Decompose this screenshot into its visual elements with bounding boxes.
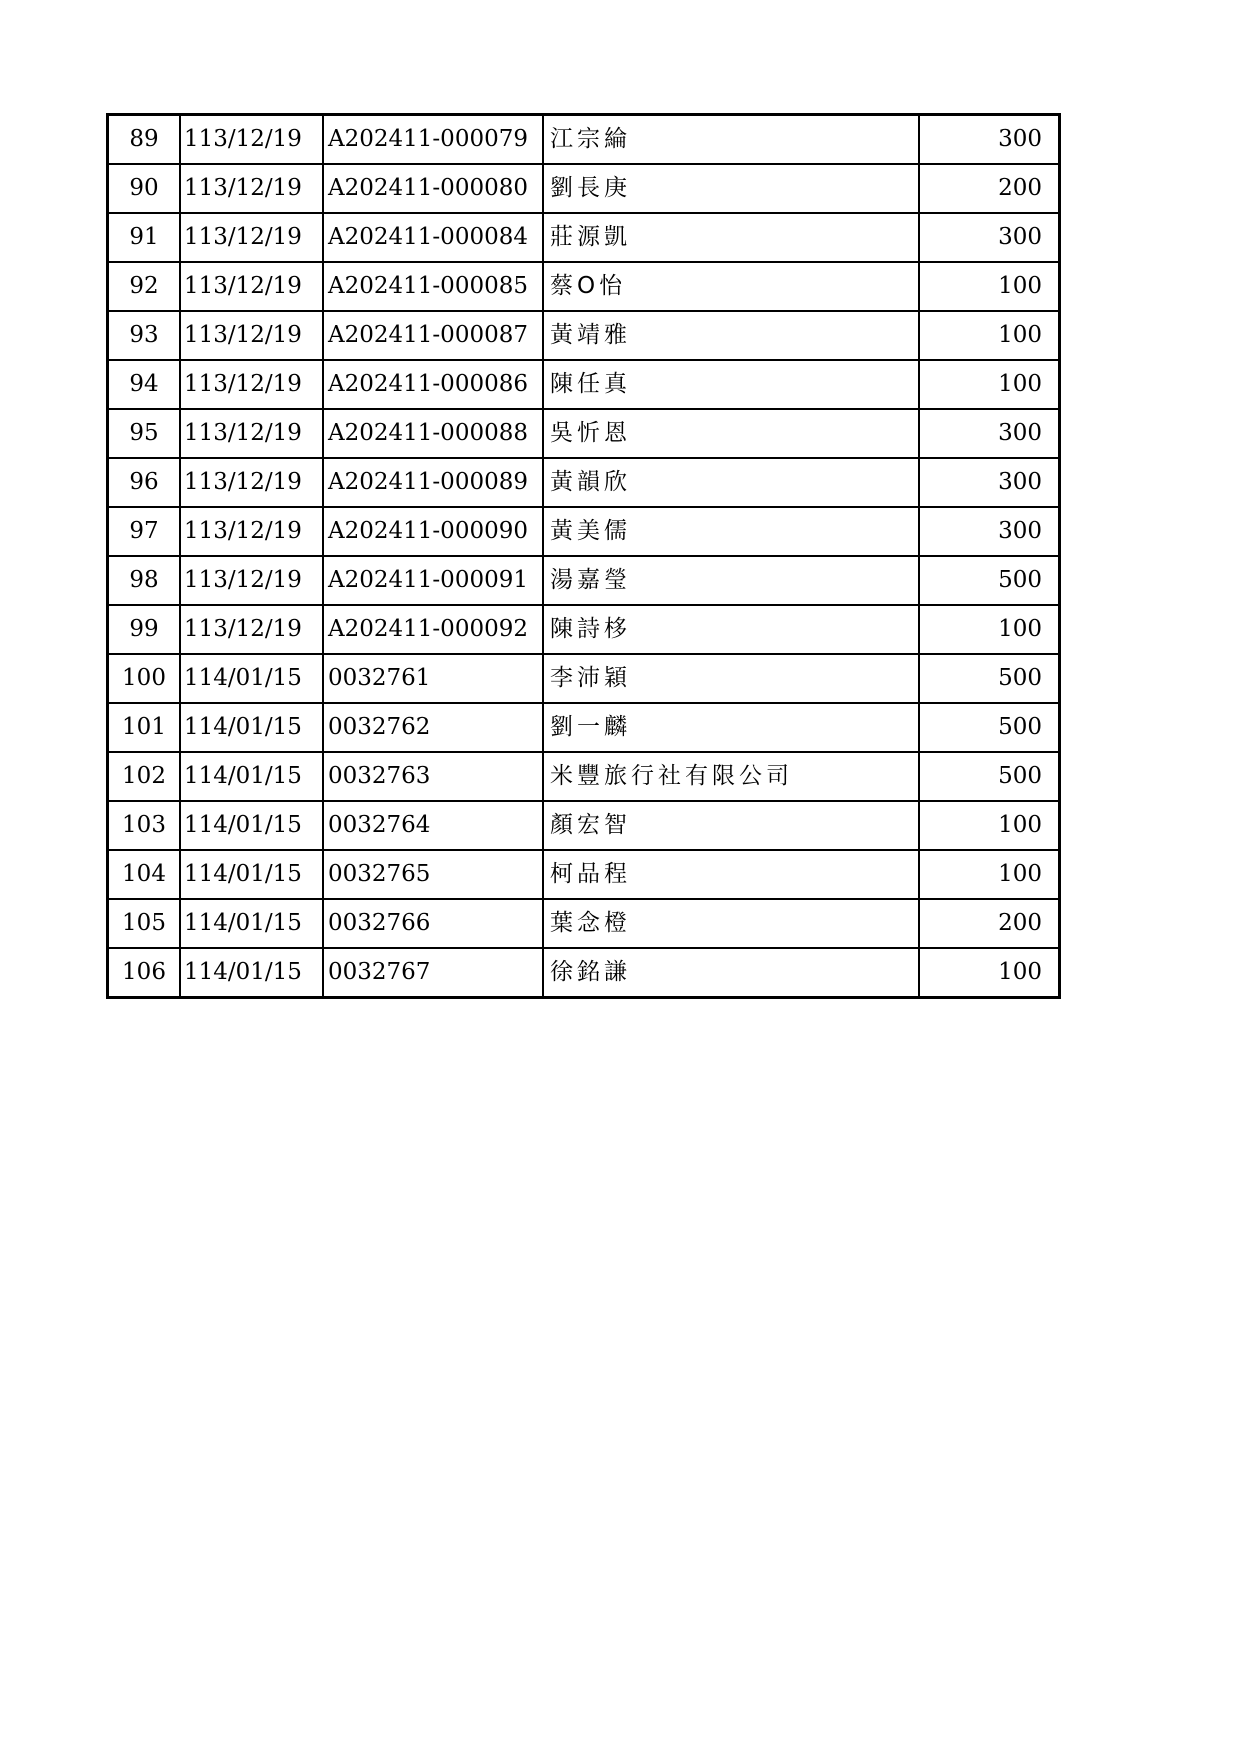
donor-name-cell: 黃靖雅 [543,311,919,360]
receipt-id-cell: A202411-000089 [323,458,543,507]
date-cell: 114/01/15 [180,703,323,752]
receipt-id-cell: 0032764 [323,801,543,850]
table-row [108,409,1060,458]
receipt-id-cell: A202411-000080 [323,164,543,213]
donor-name-cell: 吳忻恩 [543,409,919,458]
table-row [108,311,1060,360]
donor-name-cell: 劉一麟 [543,703,919,752]
donation-table [106,113,1061,999]
amount-cell: 500 [919,556,1060,605]
table-row [108,654,1060,703]
row-number-cell: 90 [108,164,181,213]
donor-name-cell: 蔡O怡 [543,262,919,311]
table-row [108,164,1060,213]
receipt-id-cell: A202411-000079 [323,115,543,165]
amount-cell: 200 [919,899,1060,948]
amount-cell: 300 [919,507,1060,556]
receipt-id-cell: A202411-000090 [323,507,543,556]
donor-name-cell: 徐銘謙 [543,948,919,998]
date-cell: 113/12/19 [180,458,323,507]
donor-name-cell: 顏宏智 [543,801,919,850]
amount-cell: 500 [919,752,1060,801]
receipt-id-cell: 0032765 [323,850,543,899]
table-row [108,458,1060,507]
table-row [108,507,1060,556]
donor-name-cell: 葉念橙 [543,899,919,948]
row-number-cell: 97 [108,507,181,556]
table-row [108,556,1060,605]
amount-cell: 300 [919,213,1060,262]
receipt-id-cell: A202411-000088 [323,409,543,458]
table-body [108,115,1060,998]
row-number-cell: 103 [108,801,181,850]
donor-name-cell: 黃韻欣 [543,458,919,507]
date-cell: 114/01/15 [180,850,323,899]
table-row [108,703,1060,752]
date-cell: 113/12/19 [180,360,323,409]
row-number-cell: 91 [108,213,181,262]
row-number-cell: 104 [108,850,181,899]
donor-name-cell: 湯嘉瑩 [543,556,919,605]
table-row [108,360,1060,409]
amount-cell: 100 [919,311,1060,360]
row-number-cell: 106 [108,948,181,998]
donor-name-cell: 李沛穎 [543,654,919,703]
amount-cell: 100 [919,262,1060,311]
table-row [108,115,1060,165]
date-cell: 114/01/15 [180,654,323,703]
row-number-cell: 92 [108,262,181,311]
date-cell: 113/12/19 [180,409,323,458]
amount-cell: 100 [919,948,1060,998]
row-number-cell: 100 [108,654,181,703]
donor-name-cell: 劉長庚 [543,164,919,213]
row-number-cell: 96 [108,458,181,507]
row-number-cell: 93 [108,311,181,360]
receipt-id-cell: A202411-000084 [323,213,543,262]
date-cell: 113/12/19 [180,507,323,556]
table-row [108,948,1060,998]
date-cell: 114/01/15 [180,801,323,850]
date-cell: 113/12/19 [180,164,323,213]
donor-name-cell: 黃美儒 [543,507,919,556]
amount-cell: 300 [919,409,1060,458]
donor-name-cell: 柯品程 [543,850,919,899]
table-row [108,899,1060,948]
receipt-id-cell: A202411-000092 [323,605,543,654]
date-cell: 113/12/19 [180,262,323,311]
table-row [108,262,1060,311]
row-number-cell: 99 [108,605,181,654]
row-number-cell: 89 [108,115,181,165]
row-number-cell: 105 [108,899,181,948]
table-row [108,605,1060,654]
date-cell: 114/01/15 [180,948,323,998]
donor-name-cell: 江宗綸 [543,115,919,165]
amount-cell: 100 [919,360,1060,409]
receipt-id-cell: 0032762 [323,703,543,752]
date-cell: 113/12/19 [180,213,323,262]
receipt-id-cell: A202411-000085 [323,262,543,311]
table-row [108,752,1060,801]
date-cell: 113/12/19 [180,311,323,360]
amount-cell: 100 [919,801,1060,850]
amount-cell: 200 [919,164,1060,213]
receipt-id-cell: 0032767 [323,948,543,998]
receipt-id-cell: 0032766 [323,899,543,948]
amount-cell: 300 [919,115,1060,165]
donor-name-cell: 莊源凱 [543,213,919,262]
amount-cell: 300 [919,458,1060,507]
date-cell: 114/01/15 [180,899,323,948]
donor-name-cell: 米豐旅行社有限公司 [543,752,919,801]
receipt-id-cell: A202411-000087 [323,311,543,360]
receipt-id-cell: A202411-000086 [323,360,543,409]
donor-name-cell: 陳任真 [543,360,919,409]
date-cell: 113/12/19 [180,556,323,605]
date-cell: 114/01/15 [180,752,323,801]
date-cell: 113/12/19 [180,605,323,654]
row-number-cell: 101 [108,703,181,752]
table-row [108,850,1060,899]
table-row [108,801,1060,850]
receipt-id-cell: 0032763 [323,752,543,801]
row-number-cell: 94 [108,360,181,409]
table-row [108,213,1060,262]
date-cell: 113/12/19 [180,115,323,165]
receipt-id-cell: A202411-000091 [323,556,543,605]
row-number-cell: 95 [108,409,181,458]
amount-cell: 100 [919,850,1060,899]
amount-cell: 500 [919,654,1060,703]
receipt-id-cell: 0032761 [323,654,543,703]
amount-cell: 100 [919,605,1060,654]
amount-cell: 500 [919,703,1060,752]
row-number-cell: 102 [108,752,181,801]
donor-name-cell: 陳詩栘 [543,605,919,654]
row-number-cell: 98 [108,556,181,605]
